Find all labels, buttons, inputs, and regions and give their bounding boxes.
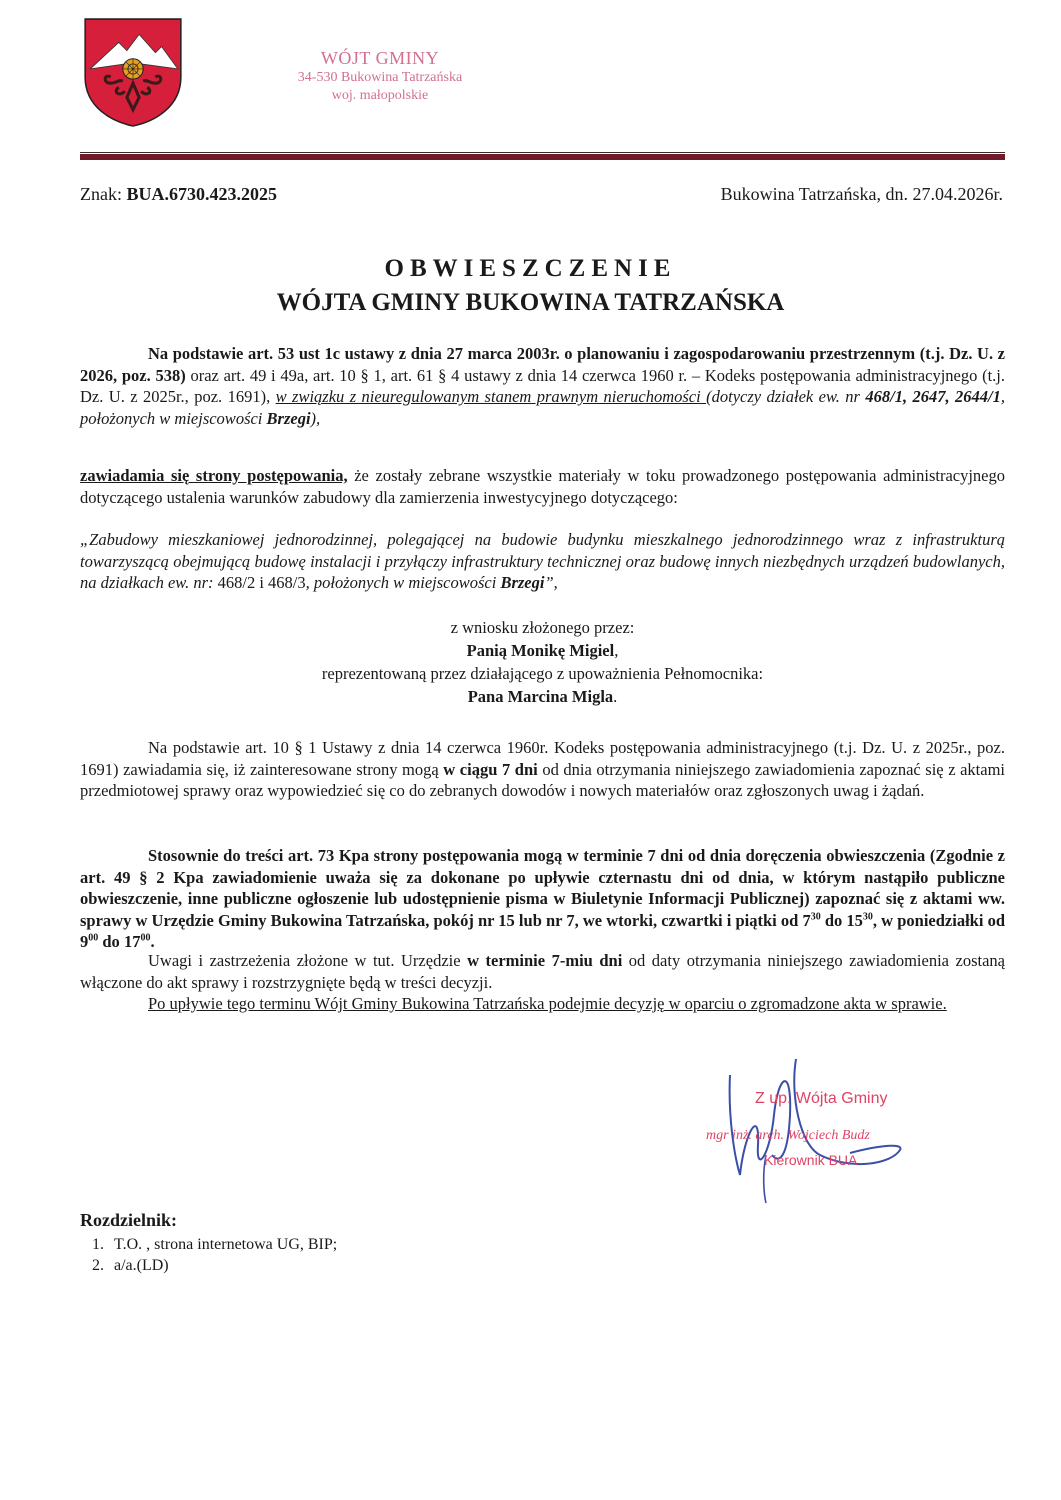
hour: 9 [80, 932, 89, 951]
reference-value: BUA.6730.423.2025 [126, 184, 278, 204]
legal-basis-paragraph [80, 343, 1005, 429]
paragraph-end: ), [310, 408, 321, 428]
reference-number [80, 184, 277, 205]
minute: 30 [810, 911, 821, 922]
investment-text: „Zabudowy mieszkaniowej jednorodzinnej, polegającej na budowie budynku mieszkalnego jednorodzinnego wraz z infrastrukturą towarzyszącą obejmującą budowę instalacji i przyłączy infrastruktury technicznej oraz budowę innych niezbędnych urządzeń budowlanych, na działkach ew. nr: [80, 530, 1005, 592]
range-sep: do [820, 910, 847, 930]
signatory-name: mgr inż. arch. Wojciech Budz [706, 1128, 870, 1143]
legal-basis-text: oraz art. 49 i 49a, art. 10 § 1, art. 61 § 4 ustawy z dnia 14 czerwca 1960 r. – Kodeks postępowania administracyjnego (t.j. Dz. U. z 2025r., poz. 1691), [80, 365, 1006, 406]
minute: 00 [140, 932, 151, 944]
proxy-punct: . [613, 687, 618, 706]
proxy-name: Pana Marcina Migla [467, 687, 614, 706]
paragraph-end: . [150, 932, 155, 951]
comments-text-1: Uwagi i zastrzeżenia złożone w tut. Urzędzie [148, 951, 468, 970]
hour: 7 [802, 910, 811, 930]
notification-text: że zostały zebrane wszystkie materiały w toku prowadzonego postępowania administracyjnego dotyczącego ustalenia warunków zabudowy dla zamierzenia inwestycyjnego dotyczącego: [80, 466, 1005, 507]
notification-lead: zawiadamia się strony postępowania, [80, 466, 348, 485]
legal-status-note: w związku z nieuregulowanym stanem prawnym nieruchomości [275, 387, 707, 406]
applicant-punct: , [614, 641, 619, 660]
investment-village: Brzegi [500, 573, 545, 592]
document-title: OBWIESZCZENIE [384, 255, 677, 282]
review-text-1: Na podstawie art. 10 § 1 Ustawy z dnia 14 czerwca 1960r. Kodeks postępowania administracyjnego (t.j. Dz. U. z 2025r., poz. 1691) zawiadamia się, iż zainteresowane strony mogą [80, 738, 1005, 779]
notification-paragraph [80, 465, 1005, 508]
header-divider [80, 152, 1005, 160]
distribution-title: Rozdzielnik: [80, 1210, 177, 1230]
applicant-block [80, 616, 1005, 708]
review-period-paragraph [80, 737, 1005, 802]
signatory-role: Kierownik BUA [764, 1152, 858, 1168]
minute: 30 [862, 911, 873, 922]
distribution-item: 2. a/a.(LD) [108, 1255, 337, 1276]
place-and-date: Bukowina Tatrzańska, dn. 27.04.2026r. [720, 184, 1003, 204]
applicant-intro: z wniosku złożonego przez: [450, 618, 635, 637]
investment-location-intro: , położonych w miejscowości [305, 573, 501, 592]
proxy-intro: reprezentowaną przez działającego z upoważnienia Pełnomocnika: [321, 664, 764, 683]
investment-description [80, 529, 1005, 594]
reference-label: Znak: [80, 184, 127, 204]
investment-parcels: 468/2 i 468/3 [217, 573, 306, 592]
parcels-intro: (dotyczy działek ew. nr [706, 387, 866, 406]
comments-text-2: od daty otrzymania niniejszego zawiadomienia zostaną włączone do akt sprawy i rozstrzygnięte będą w treści decyzji. [80, 951, 1005, 992]
applicant-name: Panią Monikę Migiel [466, 641, 615, 660]
letterhead-region: woj. małopolskie [331, 88, 429, 103]
review-text-2: od dnia otrzymania niniejszego zawiadomienia zapoznać się z aktami przedmiotowej sprawy oraz wypowiedzieć się co do zebranych dowodów i nowych materiałów oraz zgłoszonych uwag i żądań. [80, 759, 1006, 800]
comments-deadline: w terminie 7-miu dni [467, 951, 623, 970]
office-hours-text: Stosownie do treści art. 73 Kpa strony postępowania mogą w terminie 7 dni od dnia doręczenia obwieszczenia (Zgodnie z art. 49 § 2 Kpa zawiadomienie uważa się za dokonane po upływie czternastu dni od dnia, w którym nastąpiło publiczne obwieszczenie, inne publiczne ogłoszenie lub udostępnienie pisma w Biuletynie Informacji Publicznej) zapoznać się z aktami ww. sprawy w Urzędzie Gminy Bukowina Tatrzańska, pokój nr 15 lub nr 7, we wtorki, czwartki i piątki od [80, 846, 1005, 930]
distribution-list [80, 1234, 337, 1276]
office-hours-paragraph [80, 845, 1005, 953]
range-sep: do [98, 932, 124, 951]
coat-of-arms-icon [82, 16, 184, 128]
decision-paragraph [80, 993, 1005, 1015]
review-deadline: w ciągu 7 dni [443, 759, 538, 779]
comments-paragraph [80, 950, 1005, 993]
decision-text: Po upływie tego terminu Wójt Gminy Bukowina Tatrzańska podejmie decyzję w oparciu o zgromadzone akta w sprawie. [148, 994, 947, 1013]
signature-authorization: Z up. Wójta Gminy [755, 1090, 888, 1107]
legal-basis-bold: Na podstawie art. 53 ust 1c ustawy z dnia 27 marca 2003r. o planowaniu i zagospodarowaniu przestrzennym (t.j. Dz. U. z 2026, poz. 538) [80, 344, 1005, 385]
document-subtitle: WÓJTA GMINY BUKOWINA TATRZAŃSKA [276, 289, 785, 316]
letterhead-title: WÓJT GMINY [320, 48, 440, 68]
monday-intro: , w poniedziałki od [872, 910, 1005, 930]
location-intro: , położonych w miejscowości [80, 387, 1005, 428]
parcel-numbers: 468/1, 2647, 2644/1 [865, 387, 1001, 406]
distribution-item: 1. T.O. , strona internetowa UG, BIP; [108, 1234, 337, 1255]
investment-end: ”, [544, 573, 558, 592]
minute: 00 [88, 932, 99, 944]
hour: 17 [123, 932, 141, 951]
hour: 15 [846, 910, 863, 930]
village-name: Brzegi [266, 408, 311, 428]
letterhead-address: 34-530 Bukowina Tatrzańska [297, 70, 463, 85]
